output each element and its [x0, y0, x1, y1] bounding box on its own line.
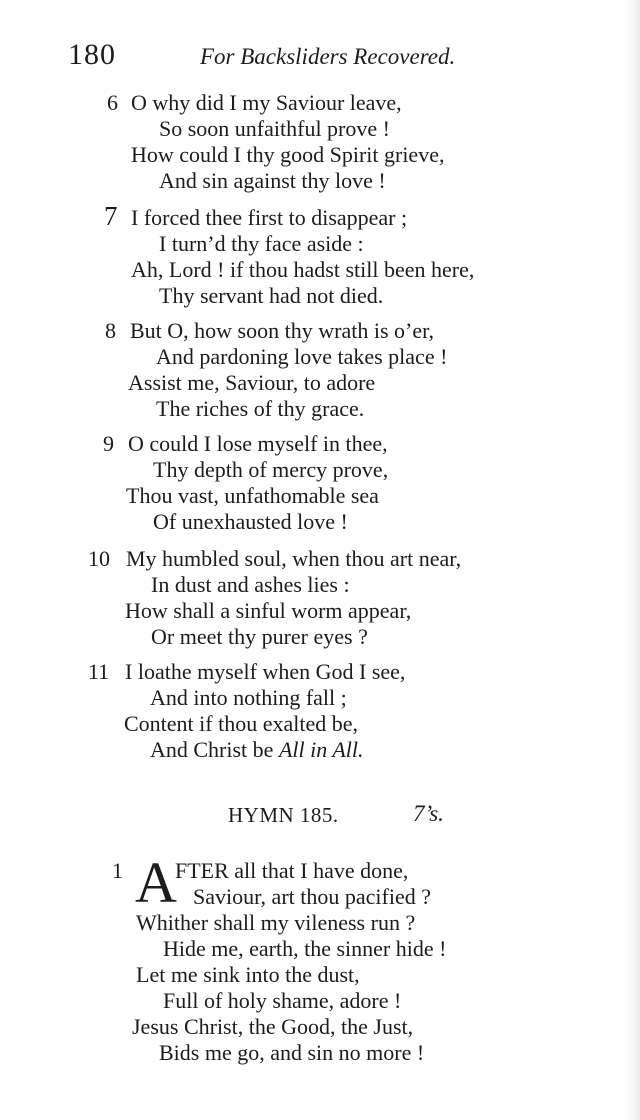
verse-line: Hide me, earth, the sinner hide ! — [163, 936, 447, 961]
verse-line: Full of holy shame, adore ! — [163, 988, 402, 1013]
verse-line: And into nothing fall ; — [150, 685, 347, 710]
verse-line: Or meet thy purer eyes ? — [151, 624, 368, 649]
running-head: For Backsliders Recovered. — [200, 44, 456, 69]
verse-line: I forced thee first to disappear ; — [131, 205, 408, 230]
verse-number: 1 — [112, 858, 123, 883]
verse-line: And pardoning love takes place ! — [156, 344, 448, 369]
verse-line: Saviour, art thou pacified ? — [193, 884, 431, 909]
verse-line: I loathe myself when God I see, — [125, 659, 406, 684]
verse-line-start: And Christ be — [150, 737, 279, 762]
verse-line: O why did I my Saviour leave, — [131, 90, 402, 115]
page-number: 180 — [68, 38, 116, 71]
verse-line: But O, how soon thy wrath is o’er, — [130, 318, 435, 343]
verse-line: Of unexhausted love ! — [153, 509, 348, 534]
drop-cap-letter: A — [135, 850, 177, 915]
page-header — [68, 38, 508, 74]
verse-line: My humbled soul, when thou art near, — [126, 546, 462, 571]
verse-line: So soon unfaithful prove ! — [159, 116, 390, 141]
verse-line: Ah, Lord ! if thou hadst still been here, — [131, 257, 475, 282]
verse-line: In dust and ashes lies : — [151, 572, 350, 597]
verse-number: 10 — [88, 546, 110, 571]
verse-line: I turn’d thy face aside : — [159, 231, 364, 256]
hymn-meter: 7’s. — [413, 801, 444, 826]
verse-number: 11 — [88, 659, 110, 684]
verse-line: Thy servant had not died. — [159, 283, 384, 308]
verse-line: Content if thou exalted be, — [124, 711, 358, 736]
hymn-title: HYMN 185. — [228, 803, 339, 827]
verse-line: And sin against thy love ! — [159, 168, 386, 193]
verse-line: Whither shall my vileness run ? — [136, 910, 416, 935]
verse-line: How shall a sinful worm appear, — [125, 598, 412, 623]
verse-line: The riches of thy grace. — [156, 396, 365, 421]
verse-line: Let me sink into the dust, — [136, 962, 360, 987]
verse-number: 6 — [107, 90, 118, 115]
page-edge-shadow — [626, 0, 640, 1120]
verse-line: Thy depth of mercy prove, — [153, 457, 389, 482]
verse-line: Thou vast, unfathomable sea — [126, 483, 379, 508]
verse-line: FTER all that I have done, — [175, 858, 409, 883]
verse-line: How could I thy good Spirit grieve, — [131, 142, 445, 167]
verse-number: 8 — [105, 318, 116, 343]
verse-number: 9 — [103, 431, 114, 456]
verse-line: Assist me, Saviour, to adore — [128, 370, 376, 395]
verse-number: 7 — [104, 201, 118, 231]
verse-line: Jesus Christ, the Good, the Just, — [132, 1014, 414, 1039]
verse-line: Bids me go, and sin no more ! — [159, 1040, 425, 1065]
italic-phrase: All in All. — [278, 737, 364, 762]
verse-line: O could I lose myself in thee, — [128, 431, 388, 456]
verse-line — [150, 737, 364, 763]
